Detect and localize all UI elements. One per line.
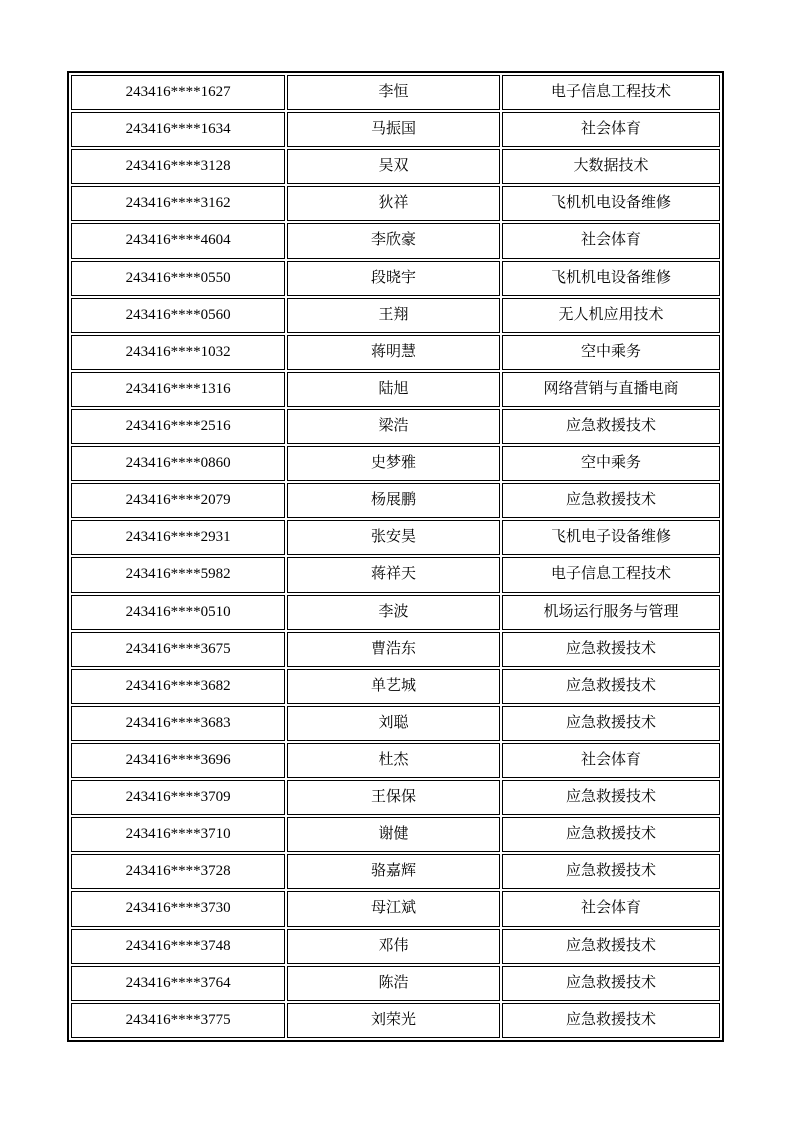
student-major-cell: 社会体育 [502, 112, 720, 147]
student-major-cell: 社会体育 [502, 743, 720, 778]
student-major-cell: 应急救援技术 [502, 669, 720, 704]
student-id-cell: 243416****3764 [71, 966, 285, 1001]
table-row [71, 557, 720, 592]
student-major-cell: 应急救援技术 [502, 409, 720, 444]
student-id-cell: 243416****0560 [71, 298, 285, 333]
student-major-cell: 飞机机电设备维修 [502, 186, 720, 221]
student-id-cell: 243416****1627 [71, 75, 285, 110]
student-major-cell: 应急救援技术 [502, 706, 720, 741]
student-major-cell: 应急救援技术 [502, 929, 720, 964]
student-name-cell: 蒋明慧 [287, 335, 500, 370]
student-major-cell: 应急救援技术 [502, 966, 720, 1001]
table-row [71, 483, 720, 518]
student-major-cell: 应急救援技术 [502, 817, 720, 852]
student-name-cell: 陈浩 [287, 966, 500, 1001]
roster-table-body [71, 75, 720, 1038]
student-name-cell: 蒋祥天 [287, 557, 500, 592]
table-row [71, 854, 720, 889]
student-name-cell: 母江斌 [287, 891, 500, 926]
student-name-cell: 李恒 [287, 75, 500, 110]
table-row [71, 891, 720, 926]
student-name-cell: 杜杰 [287, 743, 500, 778]
student-major-cell: 无人机应用技术 [502, 298, 720, 333]
student-major-cell: 电子信息工程技术 [502, 75, 720, 110]
student-name-cell: 王翔 [287, 298, 500, 333]
table-row [71, 595, 720, 630]
table-row [71, 1003, 720, 1038]
student-id-cell: 243416****0550 [71, 261, 285, 296]
student-name-cell: 李波 [287, 595, 500, 630]
student-name-cell: 梁浩 [287, 409, 500, 444]
student-major-cell: 空中乘务 [502, 446, 720, 481]
table-row [71, 817, 720, 852]
student-id-cell: 243416****2931 [71, 520, 285, 555]
student-id-cell: 243416****1032 [71, 335, 285, 370]
student-id-cell: 243416****3710 [71, 817, 285, 852]
student-id-cell: 243416****3682 [71, 669, 285, 704]
student-id-cell: 243416****3748 [71, 929, 285, 964]
student-id-cell: 243416****3728 [71, 854, 285, 889]
student-major-cell: 空中乘务 [502, 335, 720, 370]
student-name-cell: 曹浩东 [287, 632, 500, 667]
student-name-cell: 刘荣光 [287, 1003, 500, 1038]
student-major-cell: 应急救援技术 [502, 1003, 720, 1038]
student-name-cell: 李欣豪 [287, 223, 500, 258]
student-name-cell: 段晓宇 [287, 261, 500, 296]
student-name-cell: 杨展鹏 [287, 483, 500, 518]
student-id-cell: 243416****0860 [71, 446, 285, 481]
table-row [71, 335, 720, 370]
student-id-cell: 243416****3775 [71, 1003, 285, 1038]
student-id-cell: 243416****4604 [71, 223, 285, 258]
student-major-cell: 网络营销与直播电商 [502, 372, 720, 407]
student-major-cell: 应急救援技术 [502, 780, 720, 815]
student-id-cell: 243416****0510 [71, 595, 285, 630]
table-row [71, 929, 720, 964]
student-name-cell: 邓伟 [287, 929, 500, 964]
student-id-cell: 243416****2079 [71, 483, 285, 518]
student-id-cell: 243416****3675 [71, 632, 285, 667]
table-row [71, 112, 720, 147]
student-name-cell: 吴双 [287, 149, 500, 184]
table-row [71, 669, 720, 704]
table-row [71, 743, 720, 778]
table-row [71, 780, 720, 815]
table-row [71, 372, 720, 407]
student-name-cell: 谢健 [287, 817, 500, 852]
student-id-cell: 243416****3730 [71, 891, 285, 926]
student-name-cell: 单艺城 [287, 669, 500, 704]
student-id-cell: 243416****3709 [71, 780, 285, 815]
student-major-cell: 社会体育 [502, 223, 720, 258]
student-id-cell: 243416****3162 [71, 186, 285, 221]
roster-table [67, 71, 724, 1042]
table-row [71, 149, 720, 184]
student-major-cell: 应急救援技术 [502, 483, 720, 518]
student-major-cell: 电子信息工程技术 [502, 557, 720, 592]
student-id-cell: 243416****3683 [71, 706, 285, 741]
student-major-cell: 机场运行服务与管理 [502, 595, 720, 630]
student-id-cell: 243416****3128 [71, 149, 285, 184]
student-id-cell: 243416****1634 [71, 112, 285, 147]
table-row [71, 520, 720, 555]
table-row [71, 75, 720, 110]
table-row [71, 186, 720, 221]
student-name-cell: 陆旭 [287, 372, 500, 407]
student-name-cell: 刘聪 [287, 706, 500, 741]
table-row [71, 298, 720, 333]
student-major-cell: 飞机电子设备维修 [502, 520, 720, 555]
student-name-cell: 马振国 [287, 112, 500, 147]
student-major-cell: 飞机机电设备维修 [502, 261, 720, 296]
student-name-cell: 史梦雅 [287, 446, 500, 481]
student-name-cell: 王保保 [287, 780, 500, 815]
table-row [71, 706, 720, 741]
table-row [71, 446, 720, 481]
table-row [71, 223, 720, 258]
student-name-cell: 张安昊 [287, 520, 500, 555]
table-row [71, 966, 720, 1001]
student-major-cell: 大数据技术 [502, 149, 720, 184]
student-major-cell: 应急救援技术 [502, 854, 720, 889]
student-name-cell: 骆嘉辉 [287, 854, 500, 889]
student-id-cell: 243416****2516 [71, 409, 285, 444]
student-id-cell: 243416****3696 [71, 743, 285, 778]
table-row [71, 409, 720, 444]
student-major-cell: 应急救援技术 [502, 632, 720, 667]
table-row [71, 261, 720, 296]
student-major-cell: 社会体育 [502, 891, 720, 926]
student-id-cell: 243416****1316 [71, 372, 285, 407]
student-id-cell: 243416****5982 [71, 557, 285, 592]
table-row [71, 632, 720, 667]
student-name-cell: 狄祥 [287, 186, 500, 221]
